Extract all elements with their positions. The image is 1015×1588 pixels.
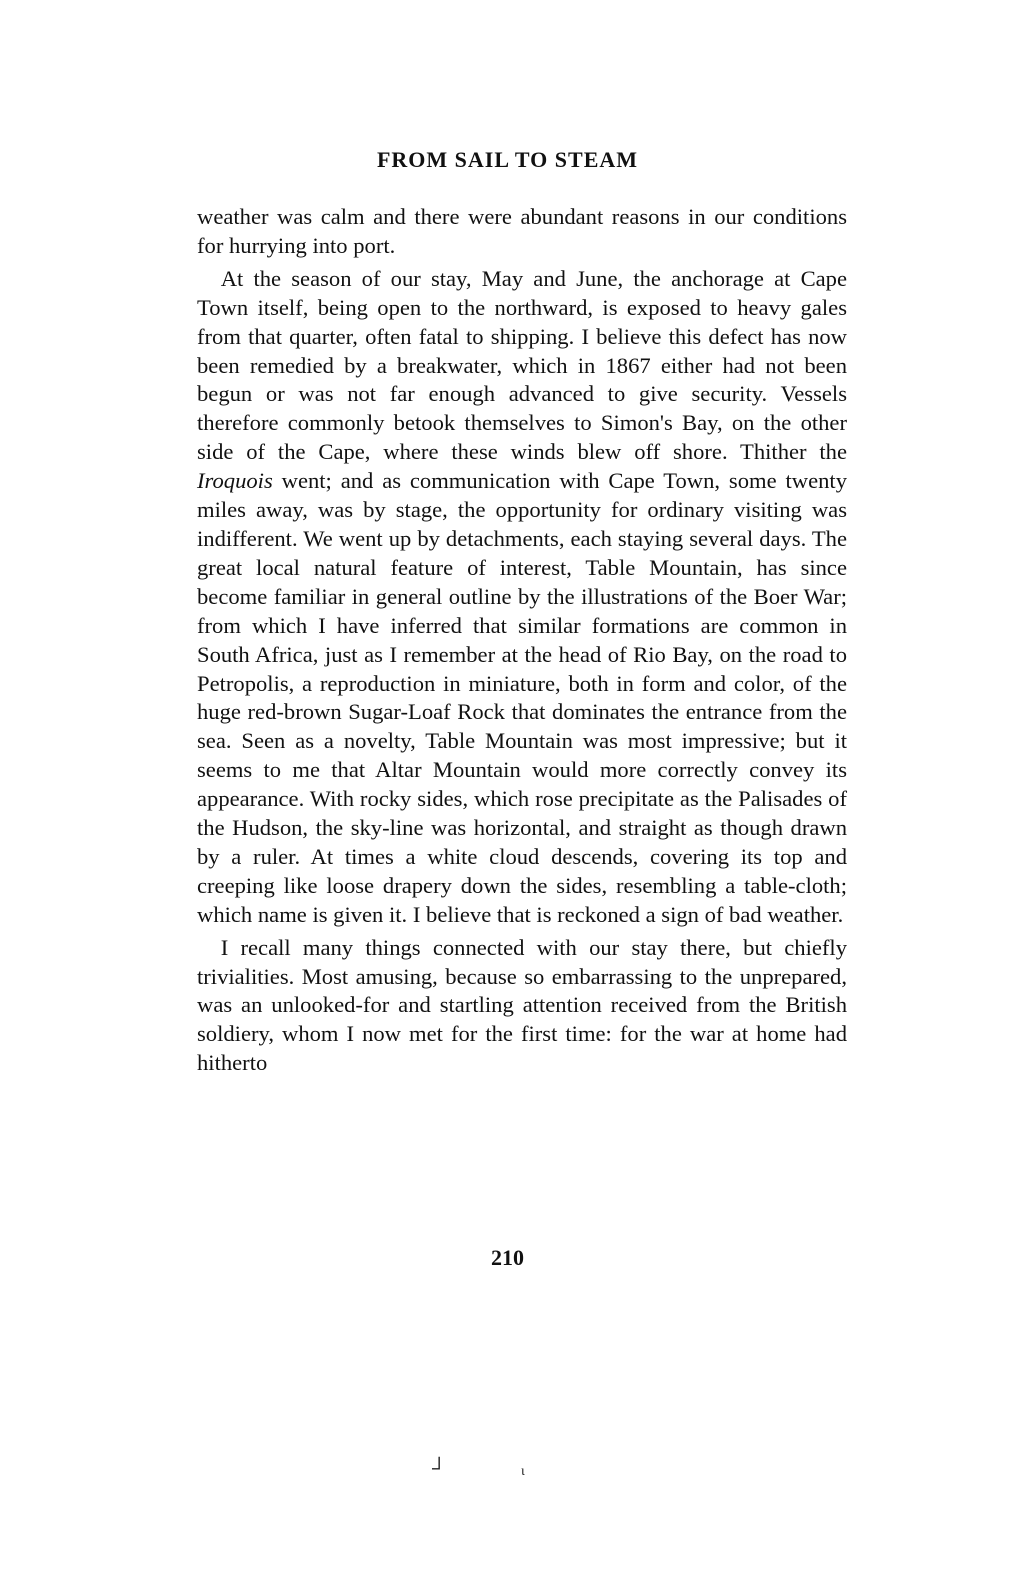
paragraph-text: went; and as communication with Cape Town, some twenty miles away, was by stage, the opportunity for ordinary visiting was indifferent. We went up by detachments, each staying several days. The great local natural feature of interest, Table Mountain, has since become familiar in general outline by the illustrations of the Boer War; from which I have inferred that similar formations are common in South Africa, just as I remember at the head of Rio Bay, on the road to Petropolis, a reproduction in miniature, both in form and color, of the huge red-brown Sugar-Loaf Rock that dominates the entrance from the sea. Seen as a novelty, Table Mountain was most impressive; but it seems to me that Altar Mountain would more correctly convey its appearance. With rocky sides, which rose precipitate as the Palisades of the Hudson, the sky-line was horizontal, and straight as though drawn by a ruler. At times a white cloud descends, covering its top and creeping like loose drapery down the sides, resembling a table-cloth; which name is given it. I believe that is reckoned a sign of bad weather. <box>197 468 847 927</box>
paragraph-text: I recall many things connected with our stay there, but chiefly trivialities. Most amusing, because so embarrassing to the unprepared, was an unlooked-for and startling attention received from the British soldiery, whom I now met for the first time: for the war at home had hitherto <box>197 934 847 1076</box>
body-text <box>197 203 847 1078</box>
paragraph <box>197 203 847 261</box>
paragraph <box>197 265 847 930</box>
paragraph <box>197 934 847 1079</box>
paragraph-text: weather was calm and there were abundant reasons in our conditions for hurrying into port. <box>197 204 847 258</box>
page-number: 210 <box>491 1245 524 1270</box>
paragraph-text: At the season of our stay, May and June, the anchorage at Cape Town itself, being open to the northward, is exposed to heavy gales from that quarter, often fatal to shipping. I believe this defect has now been remedied by a breakwater, which in 1867 either had not been begun or was not far enough advanced to give security. Vessels therefore commonly betook themselves to Simon's Bay, on the other side of the Cape, where these winds blew off shore. Thither the <box>197 265 847 465</box>
scan-mark-right: ι <box>521 1464 525 1479</box>
running-head: FROM SAIL TO STEAM <box>376 147 639 172</box>
italic-ship-name: Iroquois <box>197 468 273 494</box>
scan-mark-left: ┘ <box>432 1458 447 1480</box>
